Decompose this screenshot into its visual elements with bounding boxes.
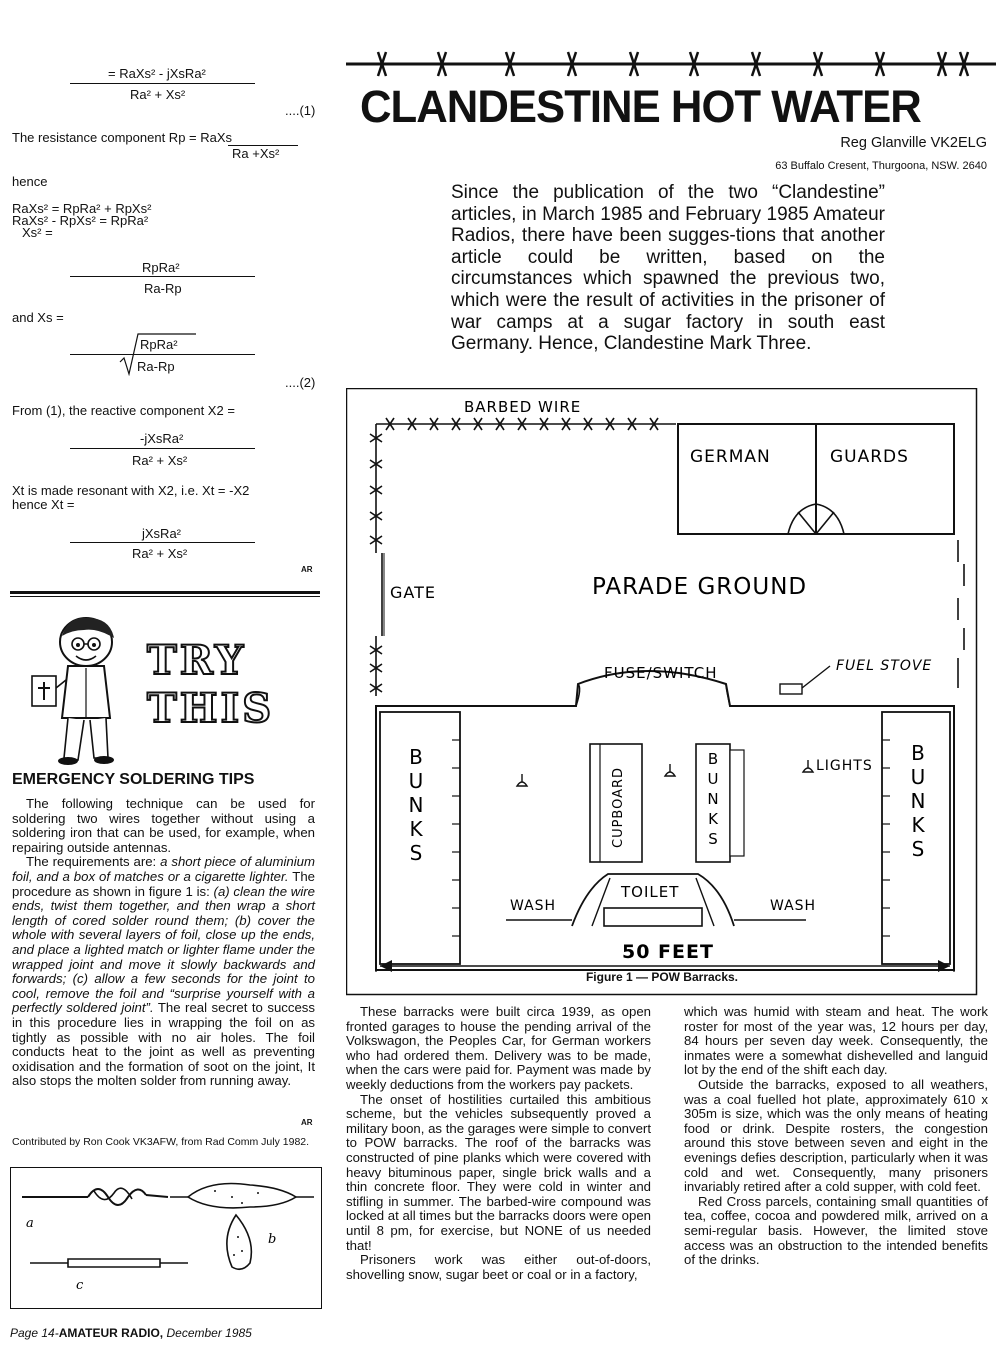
eq5-denominator: Ra² + Xs² bbox=[132, 546, 188, 561]
xt-line1: Xt is made resonant with X2, i.e. Xt = -X2 bbox=[12, 483, 250, 498]
eq4-denominator: Ra² + Xs² bbox=[132, 453, 188, 468]
from1-text: From (1), the reactive component X2 = bbox=[12, 403, 235, 418]
label-fuse-switch: FUSE/SWITCH bbox=[604, 664, 718, 682]
label-barbed-wire: BARBED WIRE bbox=[464, 398, 582, 416]
xt-line2: hence Xt = bbox=[12, 497, 75, 512]
ar-mark-2: AR bbox=[301, 1118, 313, 1127]
ar-mark-1: AR bbox=[301, 565, 313, 574]
label-bunks-center: B U N K S bbox=[707, 750, 719, 848]
contributor-note: Contributed by Ron Cook VK3AFW, from Rad Comm July 1982. bbox=[12, 1136, 310, 1148]
col1-paragraph-3: Prisoners work was either out-of-doors, shovelling snow, sugar beet or coal or in a factory, bbox=[346, 1252, 651, 1282]
tips-paragraph-2 bbox=[12, 855, 315, 1089]
eq4-numerator: -jXsRa² bbox=[140, 431, 184, 446]
eq5-numerator: jXsRa² bbox=[142, 526, 182, 541]
page-footer bbox=[10, 1326, 252, 1340]
label-wash-right: WASH bbox=[770, 898, 817, 914]
eq3-tag: ....(2) bbox=[285, 375, 316, 390]
tips-p2-b: a short piece of aluminium foil, and a box of matches or a cigarette lighter. bbox=[12, 854, 316, 884]
col2-paragraph-2: Outside the barracks, exposed to all weathers, was a coal fuelled hot plate, approximately 610 x 305m is size, which was the only means of heating food or drink. Despite rosters, the congestion around this stove between seven and eight in the evenings defies description, particularly when it was cold and wet. Consequently, many prisoners invariably retired after a cold supper, with cold feet. bbox=[684, 1076, 988, 1195]
article-title: CLANDESTINE HOT WATER bbox=[360, 81, 921, 132]
eq3-numerator: RpRa² bbox=[140, 337, 178, 352]
page-number: Page 14- bbox=[10, 1326, 59, 1340]
figure-caption: Figure 1 — POW Barracks. bbox=[585, 970, 739, 984]
eq-line-b: RaXs² - RpXs² = RpRa² bbox=[12, 213, 149, 228]
article-author: Reg Glanville VK2ELG bbox=[840, 135, 987, 151]
try-this-heading-line1: TRY bbox=[147, 637, 247, 684]
issue-date: December 1985 bbox=[163, 1326, 252, 1340]
section-rule-thin bbox=[10, 596, 320, 597]
eq1-denominator: Ra² + Xs² bbox=[130, 87, 186, 102]
figure-label-c: c bbox=[76, 1278, 84, 1293]
rp-text: The resistance component Rp = RaXs bbox=[12, 130, 233, 145]
col1-paragraph-2: The onset of hostilities curtailed this ambitious scheme, but the vehicles subsequently proved a military boon, as the garages were simple to convert to POW barracks. The roof of the barracks was constructed of pine planks which were covered with heavy bituminous paper, single brick walls and a thin concrete floor. They were cold in winter and stifling in summer. The barbed-wire compound was locked at all times but the barracks doors were open until 8 pm, for exercise, but NONE of us needed that! bbox=[346, 1091, 651, 1253]
label-german: GERMAN bbox=[690, 447, 771, 467]
try-this-heading-line2: THIS bbox=[147, 685, 275, 732]
col1-paragraph-1: These barracks were built circa 1939, as open fronted garages to house the pending arrival of the Volkswagon, the Peoples Car, for German workers who had ordered them. Delivery was to be made, when the cars were paid for. Payment was made by weekly deductions from the workers pay packets. bbox=[346, 1004, 651, 1092]
figure-label-b: b bbox=[268, 1232, 277, 1247]
tips-heading: EMERGENCY SOLDERING TIPS bbox=[12, 771, 255, 788]
figure-label-a: a bbox=[26, 1216, 34, 1231]
section-rule-thick bbox=[10, 591, 320, 594]
tips-p2-d: (a) clean the wire ends, twist them together, and then wrap a short length of cored solder round them; (b) cover the whole with several layers of foil, close up the ends, and place a lighted match or lighter flame under the wrapped joint and move it slowly backwards and forwards; (c) allow a few seconds for the joint to cool, remove the foil and “surprise yourself with a perfectly soldered joint”. bbox=[12, 883, 315, 1016]
eq5-fraction-bar bbox=[70, 542, 255, 543]
author-address: 63 Buffalo Cresent, Thurgoona, NSW. 2640 bbox=[775, 160, 987, 172]
tips-p2-e: The real secret to success in this procedure lies in wrapping the foil on as tightly as possible with no air holes. The foil conducts heat to the joint as well as preventing oxidisation and the formation of soot on the joint, It also stops the molten solder from running away. bbox=[12, 1000, 315, 1089]
label-50-feet: 50 FEET bbox=[622, 941, 714, 963]
label-toilet: TOILET bbox=[621, 883, 680, 901]
eq2-numerator: RpRa² bbox=[142, 260, 180, 275]
label-parade-ground: PARADE GROUND bbox=[592, 574, 808, 600]
tips-p2-c: The procedure as shown in figure 1 is: bbox=[12, 868, 315, 899]
hence-text: hence bbox=[12, 174, 48, 189]
label-gate: GATE bbox=[390, 583, 436, 602]
label-bunks-right: B U N K S bbox=[910, 741, 926, 861]
barbed-wire-decoration bbox=[346, 48, 998, 78]
tips-p2-a: The requirements are: bbox=[26, 854, 161, 870]
label-fuel-stove: FUEL STOVE bbox=[836, 658, 933, 674]
eq-line-c: Xs² = bbox=[22, 225, 53, 240]
article-lead: Since the publication of the two “Clandestine” articles, in March 1985 and February 1985 Amateur Radios, there have been sugges-tions that another article could be written, based on the circumstances which spawned the previous two, which were the result of activities in the prisoner of war camps at a sugar factory in south east Germany. Hence, Clandestine Mark Three. bbox=[451, 182, 885, 355]
article-column-2 bbox=[684, 1005, 988, 1268]
label-guards: GUARDS bbox=[830, 447, 909, 467]
label-bunks-left: B U N K S bbox=[408, 745, 424, 865]
cartoon-boy-illustration bbox=[28, 608, 133, 768]
label-wash-left: WASH bbox=[510, 898, 557, 914]
col2-paragraph-3: Red Cross parcels, containing small quantities of tea, coffee, cocoa and powdered milk, arrived on a semi-regular basis. However, the limited stove access was an obstruction to the intended benefits of the drinks. bbox=[684, 1193, 988, 1268]
and-xs-text: and Xs = bbox=[12, 310, 64, 325]
eq1-tag: ....(1) bbox=[285, 103, 316, 118]
eq3-denominator: Ra-Rp bbox=[137, 359, 175, 374]
label-cupboard: CUPBOARD bbox=[611, 766, 626, 848]
pow-barracks-diagram bbox=[346, 388, 978, 996]
eq1-fraction-bar bbox=[70, 83, 255, 84]
article-column-1 bbox=[346, 1005, 651, 1282]
eq-line-a: RaXs² = RpRa² + RpXs² bbox=[12, 201, 152, 216]
magazine-name: AMATEUR RADIO, bbox=[58, 1326, 164, 1340]
eq3-fraction-bar bbox=[70, 354, 255, 355]
col2-paragraph-1: which was humid with steam and heat. The work roster for most of the year was, 12 hours per day, 84 hours per seven day week. Consequently, the inmates were a somewhat dishevelled and languid lot by the end of the shift each day. bbox=[684, 1004, 988, 1078]
label-lights: LIGHTS bbox=[816, 758, 873, 774]
eq2-denominator: Ra-Rp bbox=[144, 281, 182, 296]
tips-body bbox=[12, 797, 315, 1089]
eq4-fraction-bar bbox=[70, 448, 255, 449]
rp-denominator: Ra +Xs² bbox=[232, 146, 280, 161]
tips-paragraph-1: The following technique can be used for soldering two wires together without using a soldering iron that can be used, for example, when repairing outside antennas. bbox=[12, 796, 315, 855]
eq1-numerator: = RaXs² - jXsRa² bbox=[108, 66, 206, 81]
soldering-figure bbox=[10, 1167, 322, 1309]
eq2-fraction-bar bbox=[70, 276, 255, 277]
